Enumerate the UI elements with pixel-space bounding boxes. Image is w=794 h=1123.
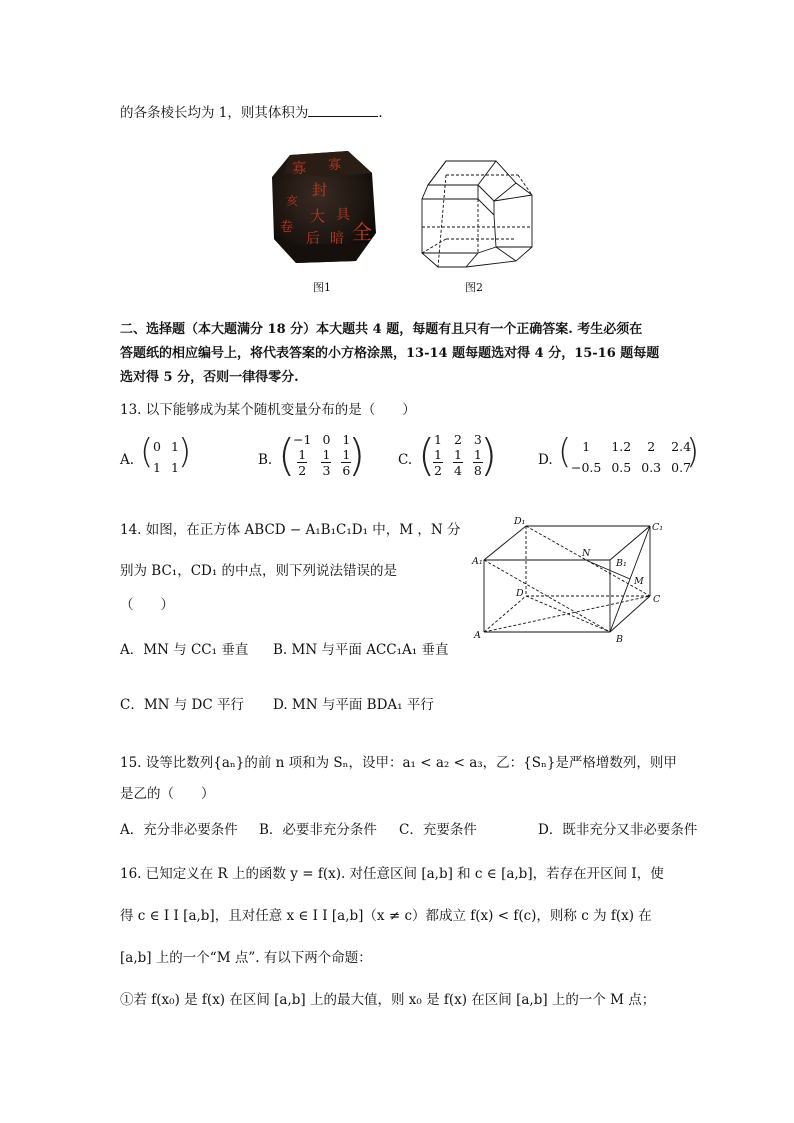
q16-line2: 得 c ∈ I I [a,b]，且对任意 x ∈ I I [a,b]（x ≠ c）都成立 f(x) < f(c)，则称 c 为 f(x) 在 xyxy=(120,908,652,924)
q14-line3: （ ） xyxy=(120,597,174,613)
q16-line3: [a,b] 上的一个“M 点”. 有以下两个命题： xyxy=(120,950,372,966)
svg-text:卷: 卷 xyxy=(280,220,294,235)
label-a: A xyxy=(474,630,481,641)
label-c: C xyxy=(653,594,661,605)
svg-text:亥: 亥 xyxy=(286,194,299,208)
label-b: B xyxy=(616,634,623,645)
q14-option-a[interactable]: A．MN 与 CC₁ 垂直 xyxy=(120,642,249,658)
q15-option-d[interactable]: D．既非充分又非必要条件 xyxy=(538,822,698,838)
svg-text:寡: 寡 xyxy=(328,158,342,173)
svg-text:封: 封 xyxy=(312,181,328,199)
q13-option-a-label[interactable]: A. xyxy=(120,452,135,468)
q13-option-b-label[interactable]: B. xyxy=(258,452,273,468)
q13-stem: 13. 以下能够成为某个随机变量分布的是（ ） xyxy=(120,402,416,418)
q15-line1: 15. 设等比数列{aₙ}的前 n 项和为 Sₙ，设甲：a₁ < a₂ < a₃，乙：{Sₙ}是严格增数列，则甲 xyxy=(120,755,677,771)
figure1-seal-photo xyxy=(268,147,380,267)
label-c1: C₁ xyxy=(652,522,664,533)
q16-line4: ①若 f(x₀) 是 f(x) 在区间 [a,b] 上的最大值，则 x₀ 是 f(x) 在区间 [a,b] 上的一个 M 点； xyxy=(120,992,656,1008)
q16-line1: 16. 已知定义在 R 上的函数 y = f(x). 对任意区间 [a,b] 和 c ∈ [a,b]，若存在开区间 I，使 xyxy=(120,866,664,882)
q14-line1: 14. 如图，在正方体 ABCD − A₁B₁C₁D₁ 中，M ，N 分 xyxy=(120,522,461,538)
svg-text:寡: 寡 xyxy=(292,161,306,177)
q15-line2: 是乙的（ ） xyxy=(120,786,215,802)
label-a1: A₁ xyxy=(472,556,483,567)
label-d1: D₁ xyxy=(514,516,526,527)
q13-option-b-matrix: ( −1 0 1 $\frac{1}{2}$ $\frac{1}{3}$ $\frac{1}{6}$ ) xyxy=(278,430,366,481)
answer-blank xyxy=(308,104,378,117)
intro-line: 的各条棱长均为 1，则其体积为 . xyxy=(120,105,383,121)
q15-option-b[interactable]: B．必要非充分条件 xyxy=(259,822,377,838)
label-b1: B₁ xyxy=(616,558,627,569)
q13-option-c-matrix: ( 1 2 3 $\frac{1}{2}$ $\frac{1}{4}$ $\frac{1}{8}$ ) xyxy=(418,430,498,481)
q14-option-d[interactable]: D. MN 与平面 BDA₁ 平行 xyxy=(273,697,434,713)
label-n: N xyxy=(582,548,591,559)
label-d: D xyxy=(516,588,524,599)
svg-text:暗: 暗 xyxy=(330,231,344,247)
figure2-polyhedron-diagram xyxy=(418,155,536,273)
label-m: M xyxy=(634,576,644,587)
q14-line2: 别为 BC₁，CD₁ 的中点，则下列说法错误的是 xyxy=(120,563,398,579)
q13-option-d-matrix: ( 1 1.2 2 2.4 −0.5 0.5 0.3 0.7 ) xyxy=(558,432,700,475)
section2-line2: 答题纸的相应编号上，将代表答案的小方格涂黑，13-14 题每题选对得 4 分，15-16 题每题 xyxy=(120,346,660,361)
svg-text:大: 大 xyxy=(310,207,326,225)
q13-option-d-label[interactable]: D. xyxy=(538,452,553,468)
figure2-caption: 图2 xyxy=(465,281,483,294)
q15-option-c[interactable]: C．充要条件 xyxy=(399,822,477,838)
svg-text:全: 全 xyxy=(352,220,372,244)
section2-line3: 选对得 5 分，否则一律得零分. xyxy=(120,370,299,385)
q15-option-a[interactable]: A．充分非必要条件 xyxy=(120,822,238,838)
q14-cube-diagram xyxy=(470,512,670,650)
q14-option-b[interactable]: B. MN 与平面 ACC₁A₁ 垂直 xyxy=(273,642,449,658)
svg-text:具: 具 xyxy=(336,207,350,223)
q13-option-c-label[interactable]: C. xyxy=(398,452,413,468)
q13-option-a-matrix: ( 0 1 1 1 ) xyxy=(140,432,192,475)
svg-text:后: 后 xyxy=(306,231,320,247)
q14-option-c[interactable]: C．MN 与 DC 平行 xyxy=(120,697,244,713)
figure1-caption: 图1 xyxy=(313,281,331,294)
section2-line1: 二、选择题（本大题满分 18 分）本大题共 4 题，每题有且只有一个正确答案. 考生必须在 xyxy=(120,322,643,337)
